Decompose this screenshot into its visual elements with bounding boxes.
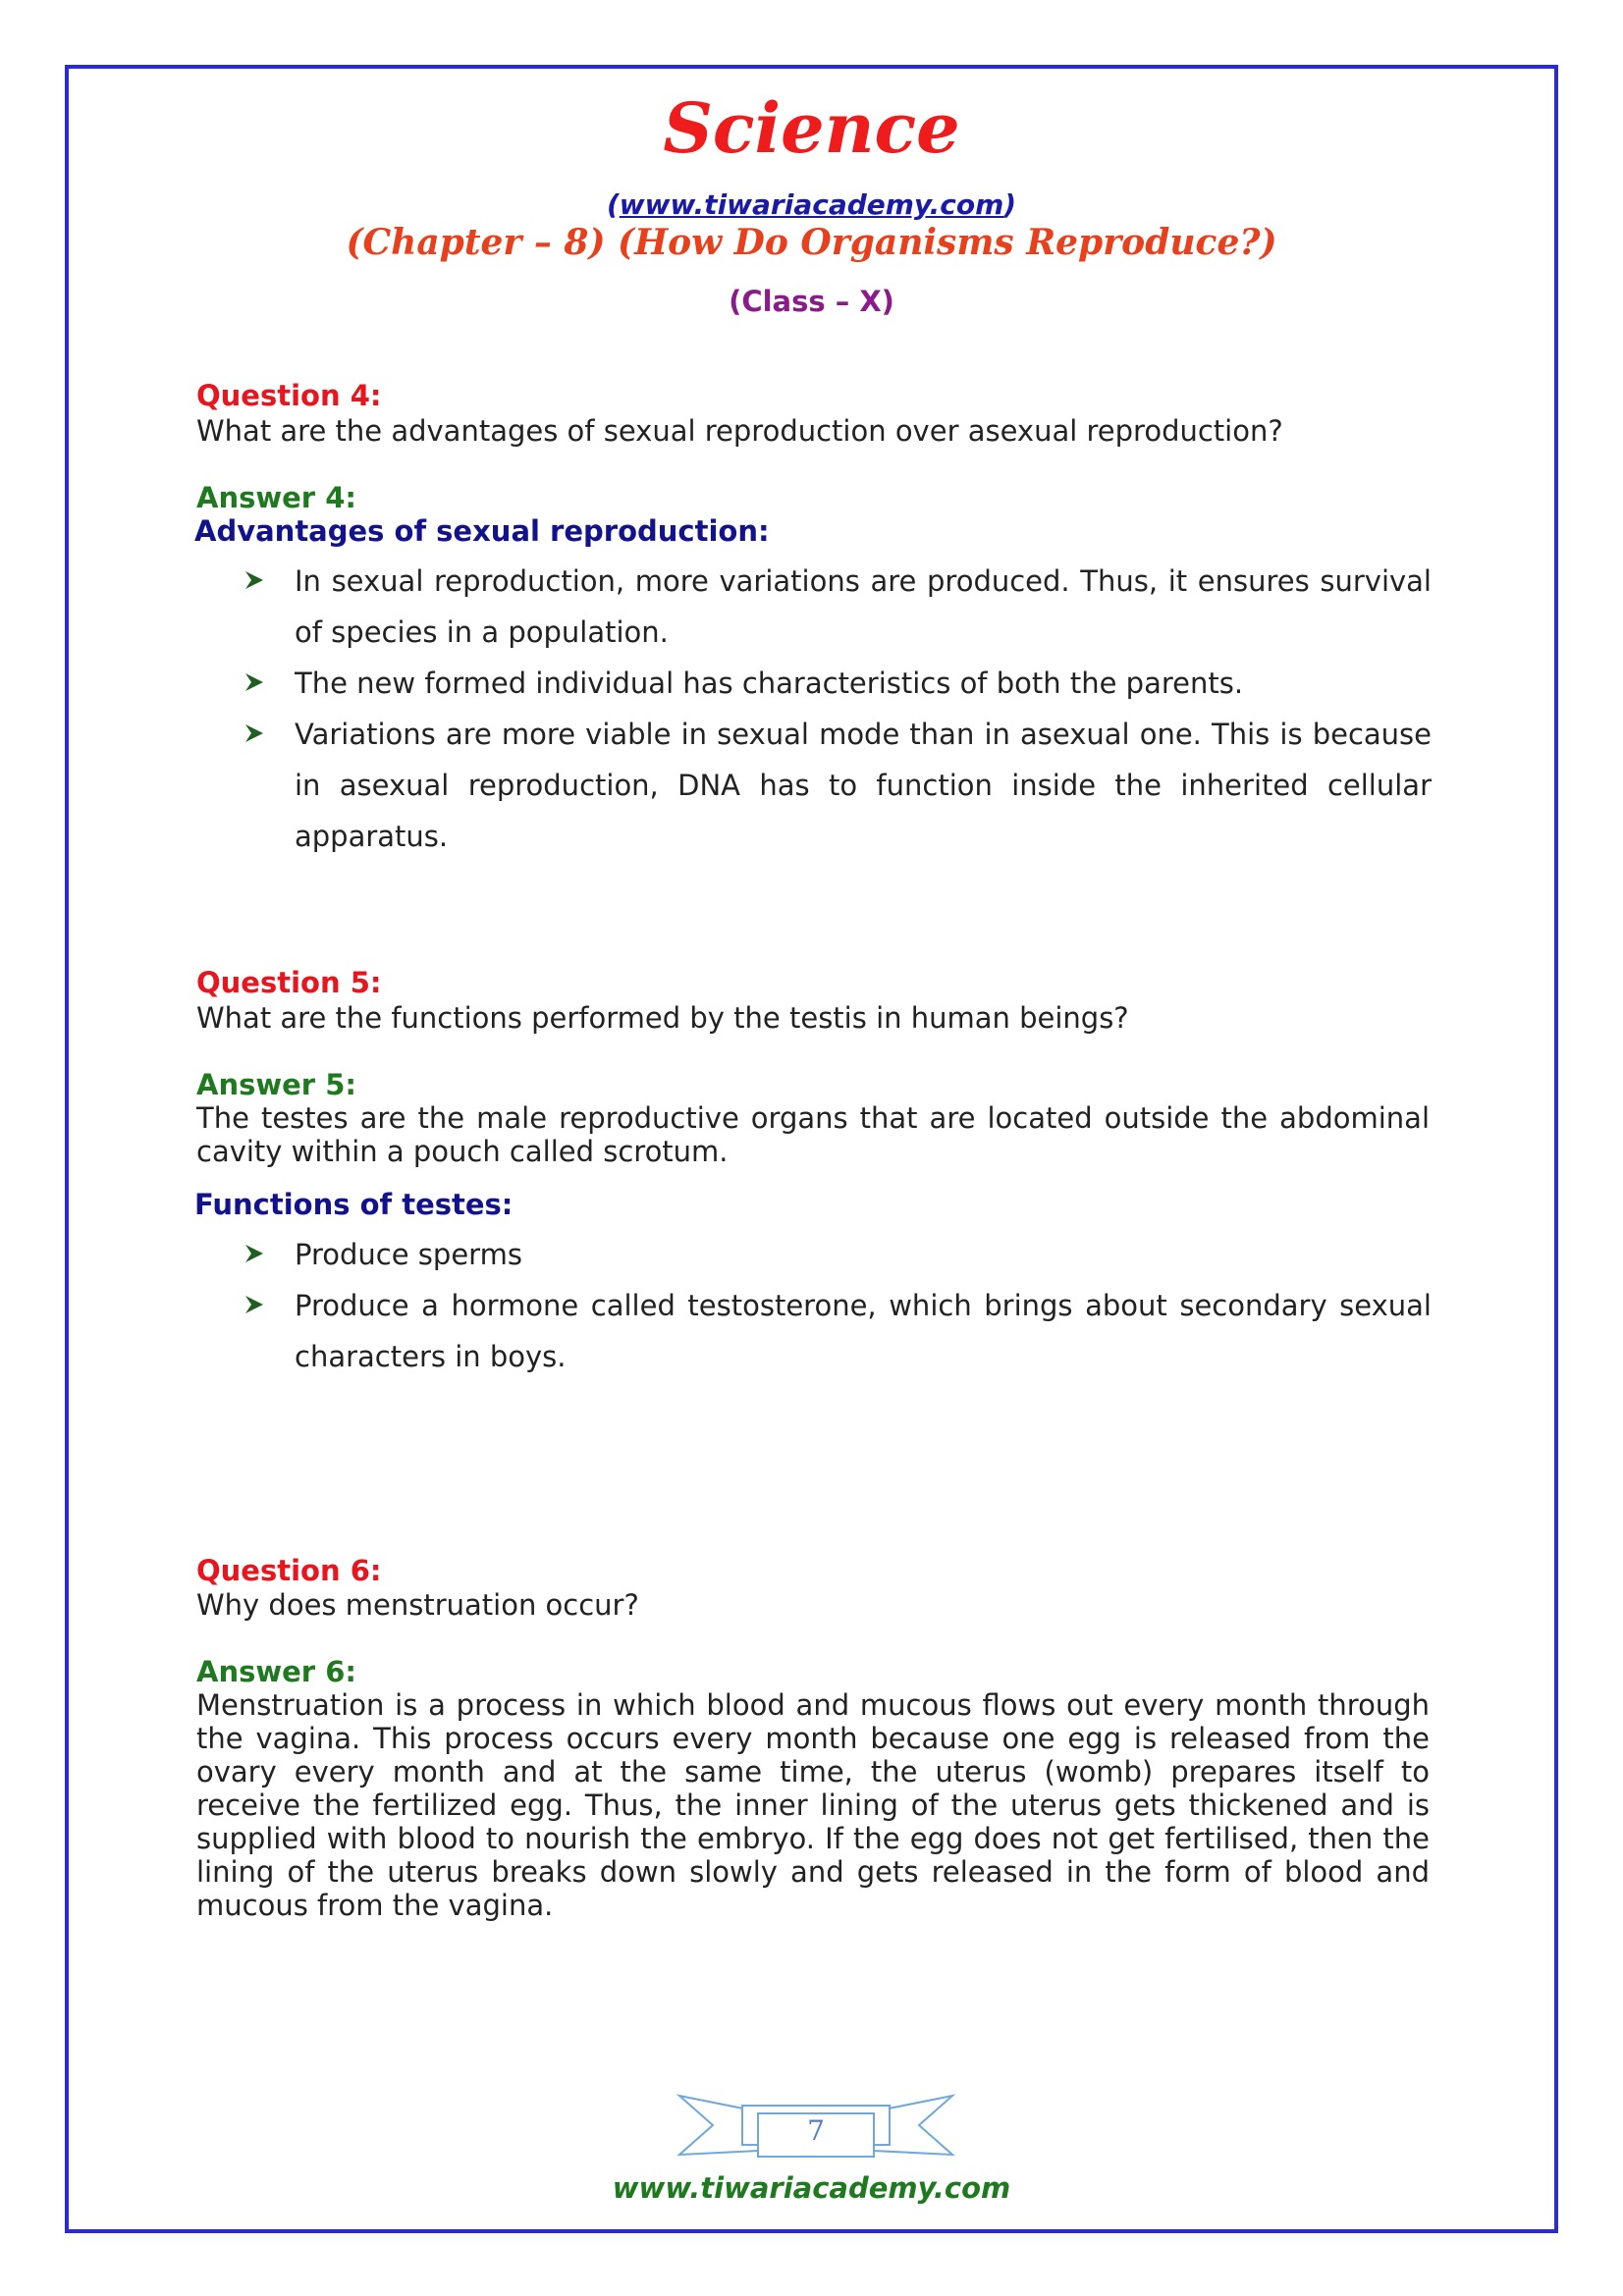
question-4-text: What are the advantages of sexual reproduction over asexual reproduction?	[196, 414, 1283, 448]
question-6-label: Question 6:	[196, 1554, 382, 1587]
answer-5-label: Answer 5:	[196, 1068, 356, 1101]
footer-site-link[interactable]: www.tiwariacademy.com	[612, 2171, 1011, 2205]
answer-4-label: Answer 4:	[196, 481, 356, 514]
answer-4-subheading: Advantages of sexual reproduction:	[194, 514, 770, 548]
answer-6-label: Answer 6:	[196, 1655, 356, 1688]
link-close-paren: )	[1003, 188, 1017, 221]
bullet-text: The new formed individual has characteristics of both the parents.	[295, 667, 1244, 700]
page-number: 7	[807, 2114, 825, 2147]
answer-6-text: Menstruation is a process in which blood and mucous flows out every month through the vagina. This process occurs every month because one egg is released from the ovary every month and at the same time, the uterus (womb) prepares itself to receive the fertilized egg. Thus, the inner lining of the uterus gets thickened and is supplied with blood to nourish the embryo. If the egg does not get fertilised, then the lining of the uterus breaks down slowly and gets released in the form of blood and mucous from the vagina.	[196, 1688, 1430, 1922]
site-url[interactable]: www.tiwariacademy.com	[619, 188, 1004, 221]
bullet-text: Produce a hormone called testosterone, which brings about secondary sexual characters in boys.	[295, 1289, 1432, 1373]
class-label: (Class – X)	[729, 285, 894, 318]
arrow-bullet-icon	[243, 1294, 265, 1315]
answer-4-bullet-list	[243, 556, 1432, 862]
bullet-text: Variations are more viable in sexual mode than in asexual one. This is because in asexual reproduction, DNA has to function inside the inherited cellular apparatus.	[295, 718, 1432, 853]
bullet-text: Produce sperms	[295, 1238, 522, 1271]
answer-5-subheading: Functions of testes:	[194, 1188, 514, 1221]
link-open-paren: (	[606, 188, 620, 221]
answer-5-bullet-list	[243, 1229, 1432, 1382]
list-item	[243, 1280, 1432, 1382]
answer-5-text: The testes are the male reproductive organs that are located outside the abdominal cavity within a pouch called scrotum.	[196, 1101, 1430, 1168]
list-item	[243, 1229, 1432, 1280]
bullet-text: In sexual reproduction, more variations are produced. Thus, it ensures survival of species in a population.	[295, 564, 1432, 649]
question-4-label: Question 4:	[196, 379, 382, 412]
header-site-link[interactable]	[0, 188, 1623, 221]
arrow-bullet-icon	[243, 569, 265, 591]
page-title: Science	[663, 87, 960, 169]
list-item	[243, 556, 1432, 658]
list-item	[243, 658, 1432, 709]
arrow-bullet-icon	[243, 671, 265, 693]
question-6-text: Why does menstruation occur?	[196, 1588, 639, 1622]
question-5-text: What are the functions performed by the testis in human beings?	[196, 1001, 1129, 1035]
chapter-heading: (Chapter – 8) (How Do Organisms Reproduce?)	[346, 222, 1277, 263]
list-item	[243, 709, 1432, 862]
question-5-label: Question 5:	[196, 966, 382, 999]
arrow-bullet-icon	[243, 722, 265, 744]
arrow-bullet-icon	[243, 1243, 265, 1264]
